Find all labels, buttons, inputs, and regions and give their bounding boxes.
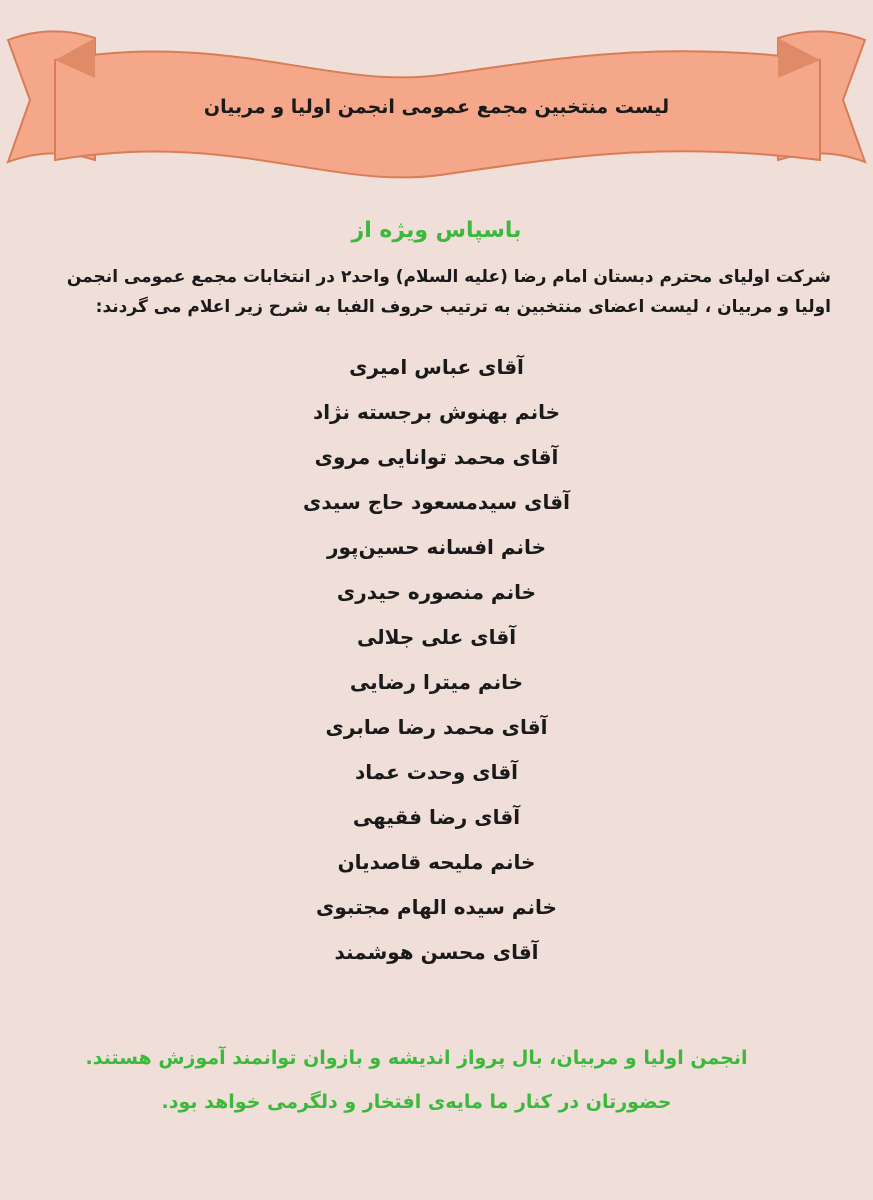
banner-title: لیست منتخبین مجمع عمومی انجمن اولیا و مربیان [203, 96, 670, 118]
member-item: آقای علی جلالی [356, 625, 517, 649]
member-item: آقای سیدمسعود حاج سیدی [303, 490, 570, 514]
member-item: آقای رضا فقیهی [352, 805, 521, 829]
intro-paragraph: شرکت اولیای محترم دبستان امام رضا (علیه السلام) واحد۲ در انتخابات مجمع عمومی انجمن اولیا و مربیان ، لیست اعضای منتخبین به ترتیب حروف الفبا به شرح زیر اعلام می گردند: [66, 267, 831, 317]
closing-line-1: انجمن اولیا و مربیان، بال پرواز اندیشه و بازوان توانمند آموزش هستند. [85, 1047, 748, 1069]
thanks-heading: باسپاس ویژه از [351, 218, 522, 243]
member-item: خانم میترا رضایی [349, 670, 524, 694]
member-item: خانم افسانه حسین‌پور [327, 535, 546, 559]
member-item: آقای عباس امیری [349, 355, 524, 379]
closing-line-2: حضورتان در کنار ما مایه‌ی افتخار و دلگرمی خواهد بود. [161, 1091, 672, 1113]
member-item: آقای محسن هوشمند [334, 940, 539, 964]
member-item: خانم بهنوش برجسته نژاد [312, 400, 561, 424]
member-item: آقای محمد رضا صابری [325, 715, 548, 739]
member-item: خانم سیده الهام مجتبوی [316, 895, 557, 919]
member-item: آقای محمد توانایی مروی [314, 445, 559, 469]
members-list [0, 345, 873, 975]
member-item: خانم ملیحه قاصدیان [337, 850, 536, 874]
closing-message [0, 1036, 873, 1124]
member-item: آقای وحدت عماد [354, 760, 519, 784]
member-item: خانم منصوره حیدری [336, 580, 537, 604]
